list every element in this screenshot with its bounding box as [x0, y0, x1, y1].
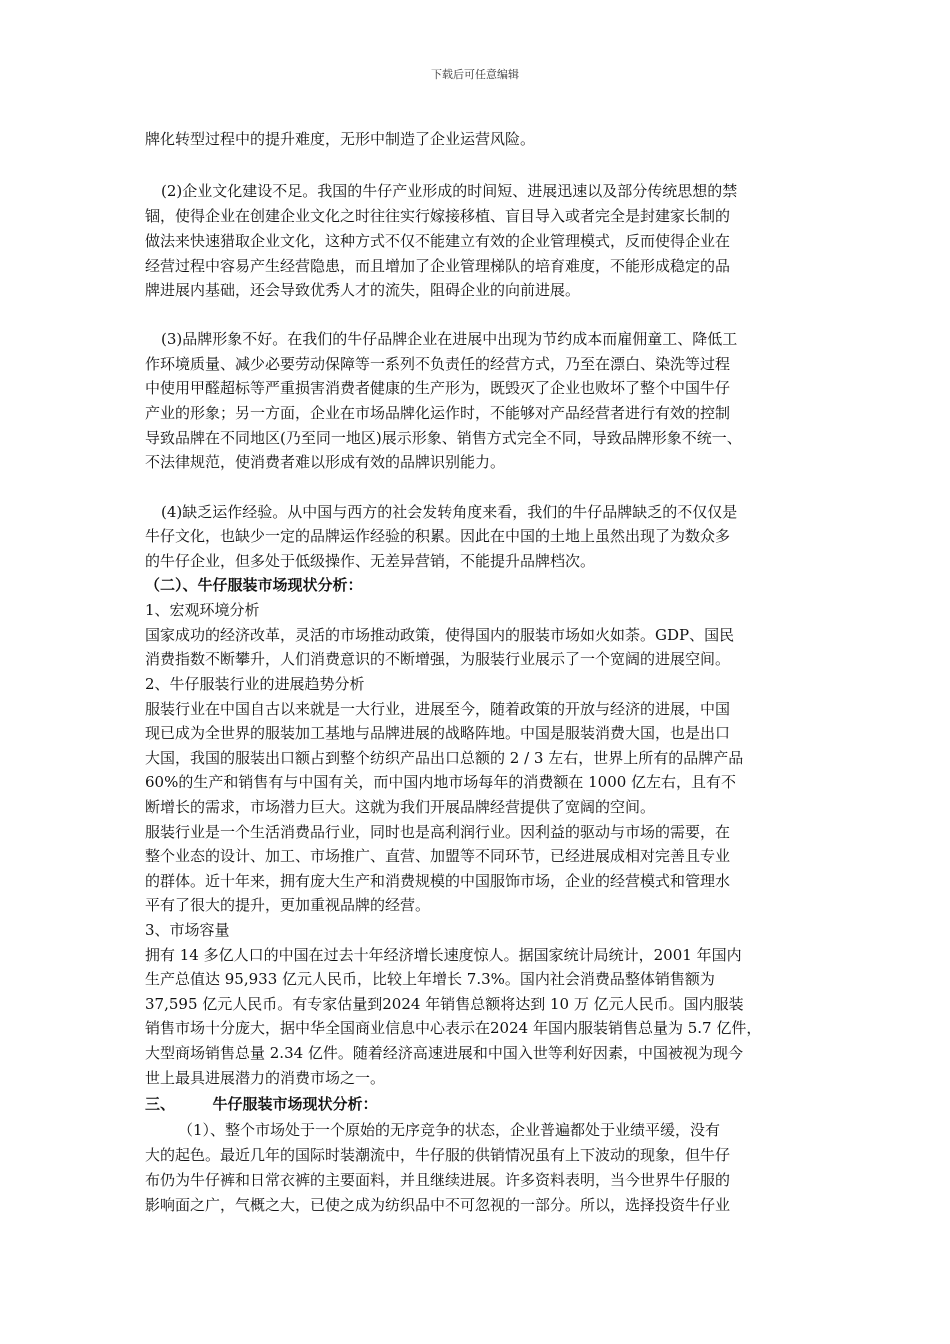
section-heading: （二）、牛仔服装市场现状分析： — [145, 576, 363, 594]
subsection-heading: 2、牛仔服装行业的进展趋势分析 — [145, 675, 365, 693]
section-heading: 三、 牛仔服装市场现状分析： — [145, 1095, 378, 1113]
page-header: 下载后可任意编辑 — [431, 68, 519, 81]
text-line: 整个业态的设计、加工、市场推广、直营、加盟等不同环节，已经进展成相对完善且专业 — [145, 847, 731, 865]
text-line: 大的起色。最近几年的国际时装潮流中，牛仔服的供销情况虽有上下波动的现象，但牛仔 — [145, 1146, 731, 1164]
text-line: 经营过程中容易产生经营隐患，而且增加了企业管理梯队的培育难度，不能形成稳定的品 — [145, 257, 731, 275]
text-line: 锢，使得企业在创建企业文化之时往往实行嫁接移植、盲目导入或者完全是封建家长制的 — [145, 207, 731, 225]
text-line: (4)缺乏运作经验。从中国与西方的社会发转角度来看，我们的牛仔品牌缺乏的不仅仅是 — [161, 503, 738, 521]
subsection-heading: 3、市场容量 — [145, 921, 230, 939]
text-line: 牌进展内基础，还会导致优秀人才的流失，阻碍企业的向前进展。 — [145, 281, 581, 299]
text-line: 中使用甲醛超标等严重损害消费者健康的生产形为，既毁灭了企业也败坏了整个中国牛仔 — [145, 379, 731, 397]
text-line: 消费指数不断攀升，人们消费意识的不断增强，为服装行业展示了一个宽阔的进展空间。 — [145, 650, 731, 668]
text-line: 销售市场十分庞大，据中华全国商业信息中心表示在2024 年国内服装销售总量为 5.7 亿件， — [145, 1019, 762, 1037]
text-line: 的牛仔企业，但多处于低级操作、无差异营销，不能提升品牌档次。 — [145, 552, 596, 570]
text-line: 布仍为牛仔裤和日常衣裤的主要面料，并且继续进展。许多资料表明，当今世界牛仔服的 — [145, 1171, 731, 1189]
text-line: 做法来快速猎取企业文化，这种方式不仅不能建立有效的企业管理模式，反而使得企业在 — [145, 232, 731, 250]
text-line: （1）、整个市场处于一个原始的无序竞争的状态，企业普遍都处于业绩平缓，没有 — [178, 1121, 721, 1139]
text-line: 断增长的需求，市场潜力巨大。这就为我们开展品牌经营提供了宽阔的空间。 — [145, 798, 656, 816]
text-line: 服装行业在中国自古以来就是一大行业，进展至今，随着政策的开放与经济的进展，中国 — [145, 700, 731, 718]
text-line: 国家成功的经济改革，灵活的市场推动政策，使得国内的服装市场如火如荼。GDP、国民 — [145, 626, 735, 644]
subsection-heading: 1、宏观环境分析 — [145, 601, 260, 619]
text-line: 60%的生产和销售有与中国有关，而中国内地市场每年的消费额在 1000 亿左右，且有不 — [145, 773, 737, 791]
text-line: 的群体。近十年来，拥有庞大生产和消费规模的中国服饰市场，企业的经营模式和管理水 — [145, 872, 731, 890]
text-line: 现已成为全世界的服装加工基地与品牌进展的战略阵地。中国是服装消费大国，也是出口 — [145, 724, 731, 742]
text-line: 大国，我国的服装出口额占到整个纺织产品出口总额的 2 / 3 左右，世界上所有的品牌产品 — [145, 749, 744, 767]
text-line: 大型商场销售总量 2.34 亿件。随着经济高速进展和中国入世等利好因素，中国被视为现今 — [145, 1044, 743, 1062]
text-line: 拥有 14 多亿人口的中国在过去十年经济增长速度惊人。据国家统计局统计，2001 年国内 — [145, 946, 742, 964]
text-line: 服装行业是一个生活消费品行业，同时也是高利润行业。因利益的驱动与市场的需要，在 — [145, 823, 731, 841]
text-line: 牛仔文化，也缺少一定的品牌运作经验的积累。因此在中国的土地上虽然出现了为数众多 — [145, 527, 731, 545]
text-line: (3)品牌形象不好。在我们的牛仔品牌企业在进展中出现为节约成本而雇佣童工、降低工 — [161, 330, 738, 348]
text-line: 生产总值达 95,933 亿元人民币，比较上年增长 7.3%。国内社会消费品整体销售额为 — [145, 970, 715, 988]
text-line: 世上最具进展潜力的消费市场之一。 — [145, 1069, 386, 1087]
text-line: 不法律规范，使消费者难以形成有效的品牌识别能力。 — [145, 453, 506, 471]
text-line: 产业的形象；另一方面，企业在市场品牌化运作时，不能够对产品经营者进行有效的控制 — [145, 404, 731, 422]
text-line: 37,595 亿元人民币。有专家估量到2024 年销售总额将达到 10 万 亿元人民币。国内服装 — [145, 995, 744, 1013]
text-line: 作环境质量、减少必要劳动保障等一系列不负责任的经营方式，乃至在漂白、染洗等过程 — [145, 355, 731, 373]
text-line: 平有了很大的提升，更加重视品牌的经营。 — [145, 896, 431, 914]
text-line: 牌化转型过程中的提升难度，无形中制造了企业运营风险。 — [145, 130, 536, 148]
text-line: 影响面之广，气概之大，已使之成为纺织品中不可忽视的一部分。所以，选择投资牛仔业 — [145, 1196, 731, 1214]
text-line: 导致品牌在不同地区(乃至同一地区)展示形象、销售方式完全不同，导致品牌形象不统一、 — [145, 429, 742, 447]
text-line: (2)企业文化建设不足。我国的牛仔产业形成的时间短、进展迅速以及部分传统思想的禁 — [161, 182, 738, 200]
